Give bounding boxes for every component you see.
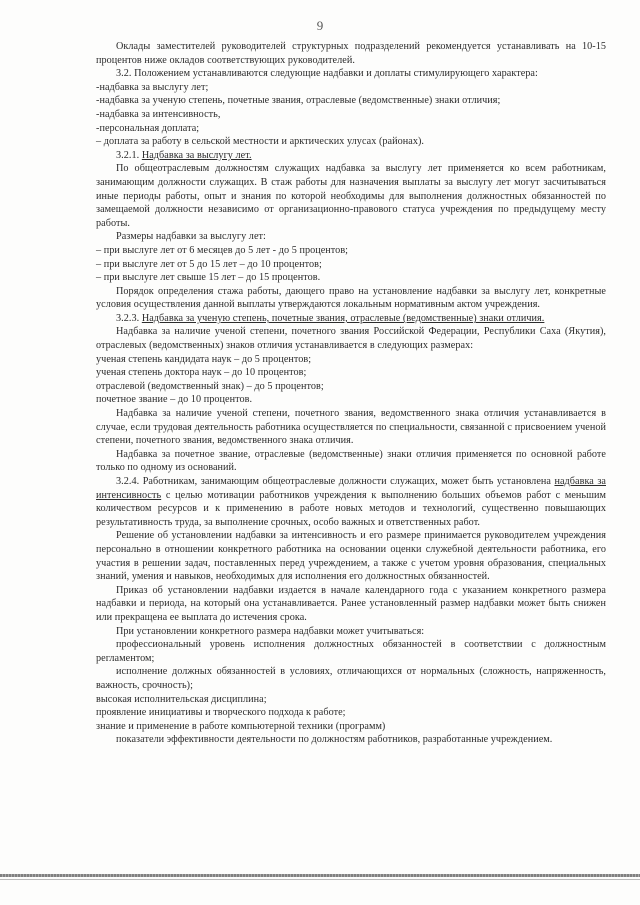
list-item: – при выслуге лет от 5 до 15 лет – до 10 процентов; xyxy=(96,258,322,270)
section-paragraph-3-2-4 xyxy=(96,475,606,529)
paragraph: Оклады заместителей руководителей структурных подразделений рекомендуется устанавливать на 10-15 процентов ниже окладов соответствующих руководителей. xyxy=(96,41,606,66)
list-item: почетное звание – до 10 процентов. xyxy=(96,394,253,406)
paragraph: При установлении конкретного размера надбавки может учитываться: xyxy=(116,625,425,637)
paragraph: Решение об установлении надбавки за интенсивность и его размере принимается руководителем учреждения персонально в отношении конкретного работника на основании оценки служебной деятельности работника, его участия в решении задач, поставленных перед учреждением, а также с учетом уровня образования, специальных знаний, умения и навыков, необходимых для исполнения его должностных обязанностей. xyxy=(96,530,606,583)
underlined-term: надбавка за интенсивность xyxy=(96,476,606,501)
section-heading-3-2-1 xyxy=(96,149,606,163)
section-number: 3.2.1. xyxy=(116,149,142,161)
list-item: – при выслуге лет свыше 15 лет – до 15 процентов. xyxy=(96,272,321,284)
list-item: -надбавка за интенсивность, xyxy=(96,108,221,120)
paragraph: Надбавка за почетное звание, отраслевые (ведомственные) знаки отличия применяется по основной работе только по одному из оснований. xyxy=(96,448,606,474)
list-item: -надбавка за выслугу лет; xyxy=(96,81,209,93)
list-item: – при выслуге лет от 6 месяцев до 5 лет - до 5 процентов; xyxy=(96,244,349,256)
list-item: -персональная доплата; xyxy=(96,122,200,134)
paragraph: Размеры надбавки за выслугу лет: xyxy=(116,231,266,243)
paragraph: Приказ об установлении надбавки издается в начале календарного года с указанием конкретного размера надбавки и периода, на который она устанавливается. Ранее установленный размер надбавки может быть снижен или прекращена ее выплата до истечения срока. xyxy=(96,584,606,623)
section-heading-3-2-3 xyxy=(96,312,606,326)
list-item: проявление инициативы и творческого подхода к работе; xyxy=(96,707,346,719)
paragraph: профессиональный уровень исполнения должностных обязанностей в соответствии с должностным регламентом; xyxy=(96,639,606,664)
list-item: высокая исполнительская дисциплина; xyxy=(96,693,267,705)
text-run: 3.2.4. Работникам, занимающим общеотраслевые должности служащих, может быть установлена xyxy=(116,476,555,487)
list-item: ученая степень кандидата наук – до 5 процентов; xyxy=(96,353,312,365)
list-item: знание и применение в работе компьютерной техники (программ) xyxy=(96,720,386,732)
scan-edge-line xyxy=(0,874,640,877)
list-item: – доплата за работу в сельской местности и арктических улусах (районах). xyxy=(96,136,425,148)
section-title: Надбавка за выслугу лет. xyxy=(141,149,252,161)
paragraph: Надбавка за наличие ученой степени, почетного звания, ведомственного знака отличия устанавливается в случае, если трудовая деятельность работника осуществляется по специальности, связанной с присвоением ученой степени, почетного звания, ведомственного знака отличия. xyxy=(96,408,606,447)
paragraph: показатели эффективности деятельности по должностям работников, разработанные учреждением. xyxy=(116,734,553,746)
paragraph: По общеотраслевым должностям служащих надбавка за выслугу лет применяется ко всем работникам, занимающим должности служащих. В стаж работы для назначения выплаты за выслугу лет могут засчитываться иные периоды работы, опыт и знания по которой необходимы для выполнения должностных обязанностей по замещаемой должности независимо от организационно-правового статуса учреждения по предыдущему месту работы. xyxy=(96,163,606,229)
paragraph: Надбавка за наличие ученой степени, почетного звания Российской Федерации, Республики Саха (Якутия), отраслевых (ведомственных) знаков отличия устанавливается в следующих размерах: xyxy=(96,326,606,352)
list-item: ученая степень доктора наук – до 10 процентов; xyxy=(96,367,307,379)
list-item: -надбавка за ученую степень, почетные звания, отраслевые (ведомственные) знаки отличия; xyxy=(96,95,501,107)
paragraph: 3.2. Положением устанавливаются следующие надбавки и доплаты стимулирующего характера: xyxy=(116,68,538,80)
section-title: Надбавка за ученую степень, почетные звания, отраслевые (ведомственные) знаки отличия. xyxy=(141,312,545,324)
scan-edge-line xyxy=(0,879,640,880)
page-number: 9 xyxy=(316,18,324,33)
document-body xyxy=(96,40,606,747)
paragraph: исполнение должных обязанностей в условиях, отличающихся от нормальных (сложность, напряженность, важность, срочность); xyxy=(96,666,606,691)
text-run: с целью мотивации работников учреждения к выполнению больших объемов работ с меньшим количеством ресурсов и к применению в работе новых методов и технологий, существенно повышающих результативность труда, за выполнение срочных, особо важных и ответственных работ. xyxy=(96,489,606,528)
paragraph: Порядок определения стажа работы, дающего право на установление надбавки за выслугу лет, конкретные условия осуществления данной выплаты утверждаются локальным нормативным актом учреждения. xyxy=(96,285,606,311)
list-item: отраслевой (ведомственный знак) – до 5 процентов; xyxy=(96,380,324,392)
section-number: 3.2.3. xyxy=(116,312,142,324)
